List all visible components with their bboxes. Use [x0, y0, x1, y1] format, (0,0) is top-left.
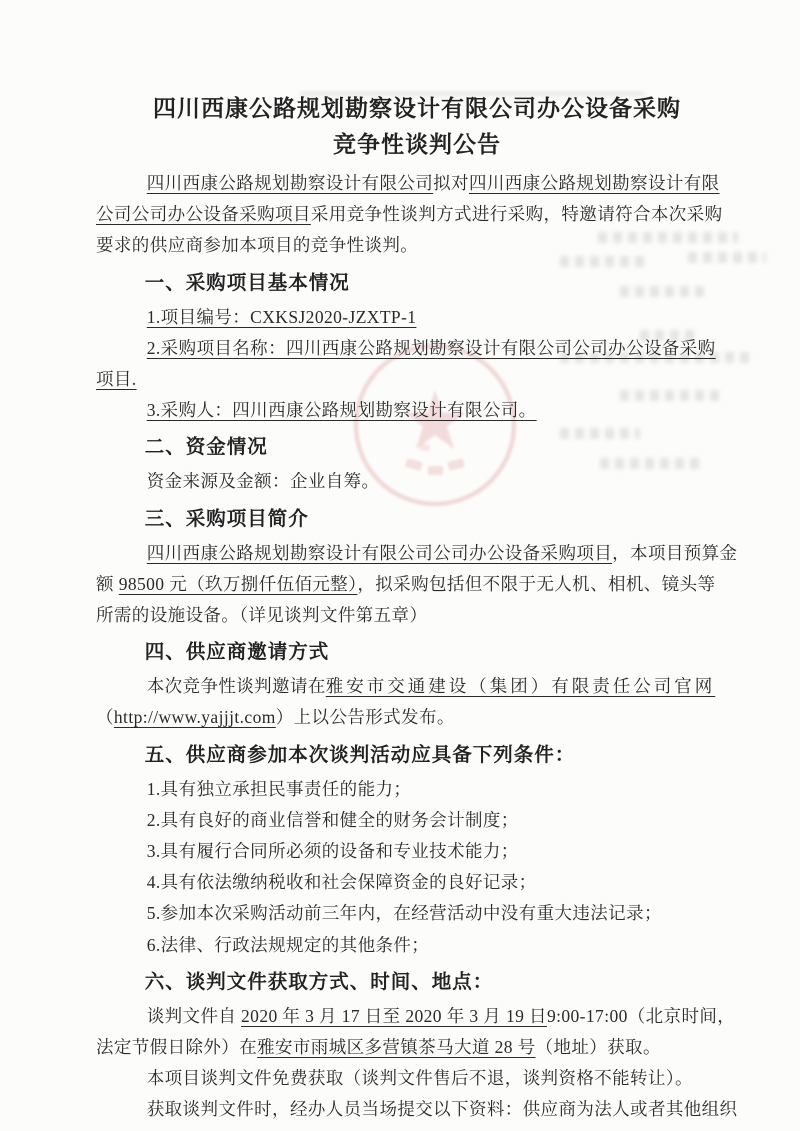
- underlined-text: 2020 年 3 月 17 日至 2020 年 3 月 19 日: [241, 1005, 547, 1026]
- underlined-text: 公司公司办公设备采购项目: [96, 204, 311, 225]
- plain-text: 法定节假日除外）在: [96, 1037, 258, 1058]
- text-line: [96, 836, 738, 867]
- plain-text: 要求的供应商参加本项目的竞争性谈判。: [96, 235, 419, 256]
- plain-text: 3.具有履行合同所必须的设备和专业技术能力；: [146, 841, 519, 862]
- section-heading: [96, 637, 738, 668]
- title-line-1: 四川西康公路规划勘察设计有限公司办公设备采购: [153, 95, 681, 121]
- document-body: [96, 168, 738, 1126]
- plain-text: 二、资金情况: [144, 436, 268, 459]
- section-heading: [96, 432, 738, 463]
- plain-text: 采用竞争性谈判方式进行采购，特邀请符合本次采购: [310, 204, 723, 225]
- text-line: [96, 302, 738, 333]
- text-line: [96, 168, 738, 199]
- plain-text: 1.具有独立承担民事责任的能力；: [146, 778, 412, 799]
- text-line: [96, 774, 738, 805]
- plain-text: 资金来源及金额：企业自筹。: [146, 471, 380, 492]
- plain-text: 本次竞争性谈判邀请在: [146, 676, 326, 697]
- text-line: [96, 364, 738, 395]
- text-line: [96, 1063, 738, 1094]
- plain-text: 所需的设施设备。（详见谈判文件第五章）: [96, 605, 428, 626]
- text-line: [96, 538, 738, 569]
- title-line-2: 竞争性谈判公告: [333, 131, 501, 157]
- plain-text: 六、谈判文件获取方式、时间、地点：: [144, 970, 494, 993]
- text-line: [96, 867, 738, 898]
- plain-text: 5.参加本次采购活动前三年内，在经营活动中没有重大违法记录；: [146, 903, 662, 924]
- plain-text: 四、供应商邀请方式: [144, 641, 330, 664]
- text-line: [96, 569, 738, 600]
- section-heading: [96, 967, 738, 998]
- plain-text: 2.具有良好的商业信誉和健全的财务会计制度；: [146, 809, 519, 830]
- text-line: [96, 702, 738, 733]
- underlined-text: 2.采购项目名称：四川西康公路规划勘察设计有限公司公司办公设备采购: [146, 337, 716, 358]
- plain-text: 4.具有依法缴纳税收和社会保障资金的良好记录；: [146, 872, 537, 893]
- text-line: [96, 333, 738, 364]
- plain-text: ，本项目预算金: [612, 542, 738, 563]
- text-line: [96, 930, 738, 961]
- text-line: [96, 395, 738, 426]
- plain-text: 一、采购项目基本情况: [144, 271, 350, 294]
- plain-text: （: [96, 707, 114, 728]
- underlined-text: 雅安市雨城区多营镇茶马大道 28 号: [257, 1037, 536, 1058]
- text-line: [96, 600, 738, 631]
- underlined-text: 98500 元（玖万捌仟伍佰元整）: [118, 573, 358, 594]
- section-heading: [96, 268, 738, 299]
- underlined-text: 雅安市交通建设（集团）有限责任公司官网: [325, 676, 716, 697]
- text-line: [96, 671, 738, 702]
- underlined-text: http://www.yajjjt.com: [113, 707, 276, 728]
- plain-text: 获取谈判文件时，经办人员当场提交以下资料：供应商为法人或者其他组织: [146, 1099, 738, 1120]
- text-line: [96, 1032, 738, 1063]
- plain-text: ，拟采购包括但不限于无人机、相机、镜头等: [357, 573, 716, 594]
- plain-text: 五、供应商参加本次谈判活动应具备下列条件：: [144, 743, 576, 766]
- text-line: [96, 1001, 738, 1032]
- plain-text: 三、采购项目简介: [144, 507, 309, 530]
- document-title: [96, 90, 738, 162]
- text-line: [96, 1094, 738, 1125]
- underlined-text: 1.项目编号：CXKSJ2020-JZXTP-1: [146, 306, 417, 327]
- document-content: [96, 90, 738, 1126]
- underlined-text: 项目.: [96, 369, 137, 390]
- underlined-text: 四川西康公路规划勘察设计有限: [468, 173, 720, 193]
- text-line: [96, 898, 738, 929]
- text-line: [96, 230, 738, 261]
- plain-text: 谈判文件自: [146, 1005, 242, 1026]
- plain-text: （地址）获取。: [535, 1037, 661, 1058]
- text-line: [96, 805, 738, 836]
- section-heading: [96, 740, 738, 771]
- plain-text: 额: [96, 573, 119, 594]
- section-heading: [96, 504, 738, 535]
- plain-text: 6.法律、行政法规规定的其他条件；: [146, 934, 430, 955]
- underlined-text: 3.采购人：四川西康公路规划勘察设计有限公司。: [146, 400, 537, 421]
- plain-text: 拟对: [433, 173, 469, 193]
- text-line: [96, 466, 738, 497]
- text-line: [96, 199, 738, 230]
- plain-text: 本项目谈判文件免费获取（谈判文件售后不退，谈判资格不能转让）。: [146, 1068, 693, 1089]
- underlined-text: 四川西康公路规划勘察设计有限公司: [146, 173, 434, 193]
- plain-text: 9:00-17:00（北京时间，: [546, 1005, 736, 1026]
- plain-text: ）上以公告形式发布。: [275, 707, 455, 728]
- underlined-text: 四川西康公路规划勘察设计有限公司公司办公设备采购项目: [146, 542, 613, 563]
